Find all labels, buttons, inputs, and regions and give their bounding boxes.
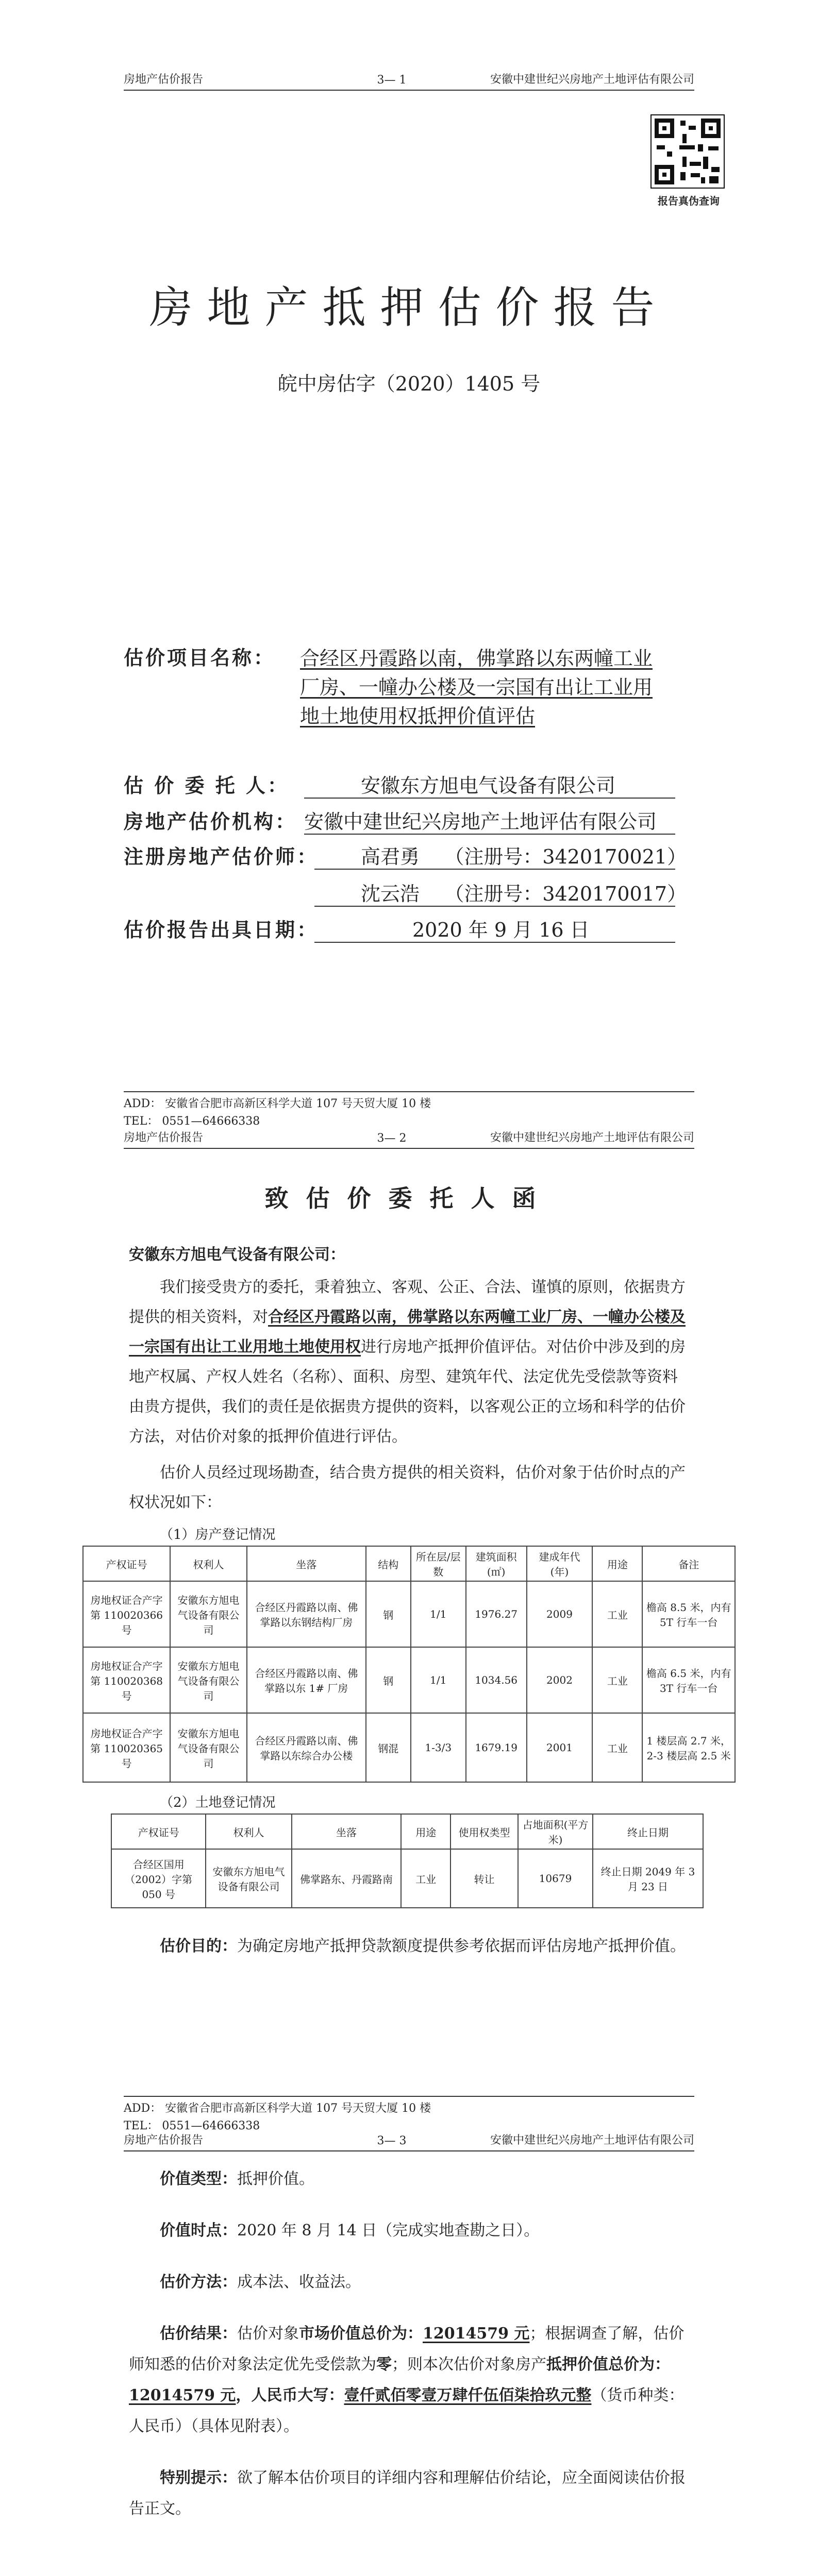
- report-title: 房地产抵押估价报告: [149, 282, 669, 333]
- letter-paragraph-2: 估价人员经过现场勘查，结合贵方提供的相关资料，估价对象于估价时点的产权状况如下：: [129, 1464, 686, 1512]
- mortgage-value-words: 壹仟贰佰零壹万肆仟伍佰柒拾玖元整: [344, 2386, 592, 2404]
- result-text: 估价对象: [237, 2325, 299, 2343]
- project-row: [124, 644, 275, 672]
- header-company: 安徽中建世纪兴房地产土地评估有限公司: [490, 73, 694, 86]
- value-type-label: 价值类型：: [160, 2170, 237, 2188]
- cell-area: 1976.27: [466, 1581, 527, 1647]
- org-row: [124, 808, 297, 836]
- cell-year: 2009: [527, 1581, 593, 1647]
- project-label: 估价项目名称：: [124, 646, 276, 669]
- cell-use: 工业: [592, 1581, 642, 1647]
- cell-right-type: 转让: [450, 1849, 518, 1908]
- col-header: 建筑面积(㎡): [466, 1546, 527, 1581]
- priority-amount: 零: [376, 2355, 392, 2374]
- cell-note: 檐高 6.5 米，内有 3T 行车一台: [642, 1647, 735, 1713]
- result-label: 估价结果：: [160, 2325, 237, 2343]
- result-text: ；根据调查了解，估价师知悉的估价对象法定优先受偿款为: [129, 2325, 685, 2374]
- report-number: 皖中房估字（2020）1405 号: [277, 372, 541, 395]
- market-value: 12014579 元: [423, 2325, 530, 2343]
- project-value: [300, 644, 653, 731]
- footer-address: ADD： 安徽省合肥市高新区科学大道 107 号天贸大厦 10 楼: [124, 2102, 431, 2115]
- cell-use: 工业: [592, 1647, 642, 1713]
- method-label: 估价方法：: [160, 2273, 237, 2291]
- col-header: 权利人: [206, 1814, 291, 1849]
- cell-area: 1034.56: [466, 1647, 527, 1713]
- page-header: [124, 2133, 694, 2151]
- col-header: 坐落: [292, 1814, 402, 1849]
- page-footer: [124, 2096, 694, 2135]
- header-company: 安徽中建世纪兴房地产土地评估有限公司: [490, 2134, 694, 2147]
- table1-caption: （1）房产登记情况: [160, 1527, 276, 1543]
- col-header: 使用权类型: [450, 1814, 518, 1849]
- col-header: 结构: [366, 1546, 411, 1581]
- col-header: 建成年代(年): [527, 1546, 593, 1581]
- col-header: 产权证号: [111, 1814, 206, 1849]
- result-text: 抵押价值总价为：: [546, 2355, 670, 2374]
- header-left: 房地产估价报告: [124, 2134, 204, 2147]
- note-paragraph: [129, 2463, 689, 2524]
- cell-year: 2001: [527, 1713, 593, 1782]
- cell-use: 工业: [592, 1713, 642, 1782]
- cell-owner: 安徽东方旭电气设备有限公司: [206, 1849, 291, 1908]
- cell-structure: 钢混: [366, 1713, 411, 1782]
- property-table: [82, 1546, 736, 1783]
- footer-tel: TEL： 0551—64666338: [124, 1115, 260, 1128]
- cell-area: 1679.19: [466, 1713, 527, 1782]
- cell-cert: 房地权证合产字第 110020368 号: [83, 1647, 170, 1713]
- page-footer: [124, 1091, 694, 1130]
- value-time-value: 2020 年 8 月 14 日（完成实地查勘之日）。: [237, 2222, 540, 2240]
- table-row: [83, 1647, 735, 1713]
- col-header: 用途: [592, 1546, 642, 1581]
- date-value: 2020 年 9 月 16 日: [412, 919, 590, 941]
- cell-use: 工业: [401, 1849, 450, 1908]
- cell-owner: 安徽东方旭电气设备有限公司: [170, 1647, 247, 1713]
- purpose-label: 估价目的：: [160, 1937, 237, 1955]
- method-row: [129, 2267, 689, 2298]
- result-paragraph: [129, 2318, 689, 2442]
- header-page-number: 3— 3: [377, 2134, 407, 2147]
- project-line-1: 合经区丹霞路以南，佛掌路以东两幢工业: [300, 647, 653, 670]
- client-label: 估 价 委 托 人：: [124, 774, 289, 797]
- org-value: 安徽中建世纪兴房地产土地评估有限公司: [304, 810, 657, 833]
- project-line-2: 厂房、一幢办公楼及一宗国有出让工业用: [300, 676, 653, 699]
- qr-code[interactable]: [650, 114, 725, 189]
- result-text: ，人民币大写：: [236, 2386, 344, 2404]
- client-row: [124, 772, 289, 800]
- mortgage-value: 12014579 元: [129, 2386, 236, 2404]
- letter-paragraph-1: [129, 1273, 689, 1452]
- value-type-value: 抵押价值。: [237, 2170, 314, 2188]
- note-label: 特别提示：: [160, 2469, 237, 2487]
- cell-owner: 安徽东方旭电气设备有限公司: [170, 1713, 247, 1782]
- table-row: [83, 1581, 735, 1647]
- p1-text-c: 进行房地产抵押价值评估。对估价中涉及到的房地产权属、产权人姓名（名称）、面积、房型、建筑年代、法定优先受偿款等资料由贵方提供，我们的责任是依据贵方提供的资料，以客观公正的立场和科学的估价方法，对估价对象的抵押价值进行评估。: [129, 1338, 686, 1446]
- header-company: 安徽中建世纪兴房地产土地评估有限公司: [490, 1131, 694, 1144]
- cell-cert: 房地权证合产字第 110020365 号: [83, 1713, 170, 1782]
- table-row: [83, 1713, 735, 1782]
- appraiser-1: 高君勇 （注册号：3420170021）: [361, 845, 687, 868]
- cell-note: 1 楼层高 2.7 米，2-3 楼层高 2.5 米: [642, 1713, 735, 1782]
- table-header-row: [111, 1814, 703, 1849]
- note-value: 欲了解本估价项目的详细内容和理解估价结论，应全面阅读估价报告正文。: [129, 2469, 686, 2518]
- cell-structure: 钢: [366, 1647, 411, 1713]
- date-row: [124, 916, 319, 944]
- value-time-label: 价值时点：: [160, 2222, 237, 2240]
- letter-salutation: 安徽东方旭电气设备有限公司：: [129, 1246, 345, 1264]
- col-header: 坐落: [247, 1546, 366, 1581]
- cell-structure: 钢: [366, 1581, 411, 1647]
- cell-location: 合经区丹霞路以南、佛掌路以东钢结构厂房: [247, 1581, 366, 1647]
- land-table: [111, 1814, 704, 1908]
- header-left: 房地产估价报告: [124, 1131, 204, 1144]
- p1-subject: 合经区丹霞路以南，佛掌路以东两幢工业厂房、一幢办公楼及一宗国有出让工业用地土地使用权: [129, 1308, 686, 1356]
- cell-location: 合经区丹霞路以南、佛掌路以东综合办公楼: [247, 1713, 366, 1782]
- appraiser-label: 注册房地产估价师：: [124, 845, 319, 868]
- appraiser-2: 沈云浩 （注册号：3420170017）: [361, 883, 687, 905]
- footer-address: ADD： 安徽省合肥市高新区科学大道 107 号天贸大厦 10 楼: [124, 1097, 431, 1110]
- col-header: 用途: [401, 1814, 450, 1849]
- p1-text-a: 我们接受贵方的委托，秉着独立、客观、公正、合法、谨慎的原则，依据贵方提供的相关资料，对: [129, 1278, 686, 1326]
- cell-cert: 房地权证合产字第 110020366 号: [83, 1581, 170, 1647]
- result-text: （货币种类：人民币）（具体见附表）。: [129, 2386, 685, 2435]
- cell-year: 2002: [527, 1647, 593, 1713]
- footer-tel: TEL： 0551—64666338: [124, 2120, 260, 2132]
- result-text: 市场价值总价为：: [299, 2325, 423, 2343]
- col-header: 占地面积(平方米): [518, 1814, 593, 1849]
- qr-caption: 报告真伪查询: [658, 195, 720, 207]
- value-type-row: [129, 2164, 689, 2195]
- col-header: 终止日期: [593, 1814, 703, 1849]
- cell-area: 10679: [518, 1849, 593, 1908]
- header-left: 房地产估价报告: [124, 73, 204, 86]
- value-time-row: [129, 2215, 689, 2246]
- table-row: [111, 1849, 703, 1908]
- appraiser-row: [124, 843, 319, 871]
- table2-caption: （2）土地登记情况: [160, 1795, 276, 1810]
- page-header: [124, 72, 694, 91]
- table-header-row: [83, 1546, 735, 1581]
- cell-owner: 安徽东方旭电气设备有限公司: [170, 1581, 247, 1647]
- org-label: 房地产估价机构：: [124, 810, 297, 833]
- cell-floor: 1/1: [411, 1647, 466, 1713]
- cell-note: 檐高 8.5 米，内有 5T 行车一台: [642, 1581, 735, 1647]
- page-header: [124, 1130, 694, 1149]
- letter-title: 致估价委托人函: [264, 1184, 554, 1212]
- purpose-value: 为确定房地产抵押贷款额度提供参考依据而评估房地产抵押价值。: [237, 1937, 686, 1955]
- header-page-number: 3— 2: [377, 1132, 407, 1145]
- purpose-row: [160, 1933, 686, 1956]
- cell-end-date: 终止日期 2049 年 3 月 23 日: [593, 1849, 703, 1908]
- cell-floor: 1-3/3: [411, 1713, 466, 1782]
- result-text: ；则本次估价对象房产: [392, 2355, 546, 2374]
- client-value: 安徽东方旭电气设备有限公司: [361, 774, 616, 797]
- cell-location: 佛掌路东、丹霞路南: [292, 1849, 402, 1908]
- project-line-3: 地土地使用权抵押价值评估: [300, 705, 536, 727]
- cell-cert: 合经区国用（2002）字第 050 号: [111, 1849, 206, 1908]
- col-header: 产权证号: [83, 1546, 170, 1581]
- col-header: 所在层/层数: [411, 1546, 466, 1581]
- cell-location: 合经区丹霞路以南、佛掌路以东 1# 厂房: [247, 1647, 366, 1713]
- date-label: 估价报告出具日期：: [124, 918, 319, 941]
- method-value: 成本法、收益法。: [237, 2273, 361, 2291]
- col-header: 权利人: [170, 1546, 247, 1581]
- col-header: 备注: [642, 1546, 735, 1581]
- header-page-number: 3— 1: [377, 74, 407, 87]
- cell-floor: 1/1: [411, 1581, 466, 1647]
